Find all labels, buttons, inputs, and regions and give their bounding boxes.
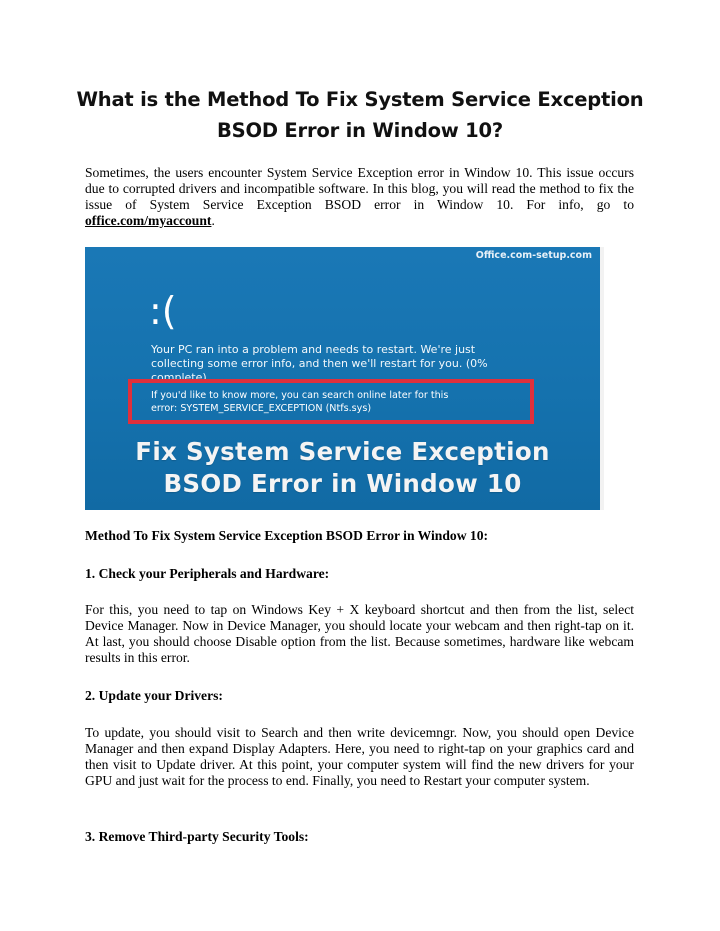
step1-heading: 1. Check your Peripherals and Hardware:	[85, 566, 330, 581]
sad-face-icon: :(	[149, 289, 177, 333]
bsod-error-message	[151, 389, 531, 415]
step3-heading: 3. Remove Third-party Security Tools:	[85, 829, 309, 844]
title-line-2: BSOD Error in Window 10?	[216, 119, 504, 142]
title-line-1: What is the Method To Fix System Service Exception	[76, 88, 644, 111]
page-title	[60, 84, 660, 146]
image-edge	[600, 247, 604, 510]
office-account-link[interactable]: office.com/myaccount	[85, 213, 212, 228]
method-heading: Method To Fix System Service Exception BSOD Error in Window 10:	[85, 528, 489, 543]
step2-heading: 2. Update your Drivers:	[85, 688, 223, 703]
image-watermark: Office.com-setup.com	[475, 250, 592, 261]
banner-line-2: BSOD Error in Window 10	[163, 469, 522, 498]
intro-text: Sometimes, the users encounter System Service Exception error in Window 10. This issue occurs due to corrupted drivers and incompatible software. In this blog, you will read the method to fix the issue of System Service Exception BSOD error in Window 10. For info, go to	[85, 165, 634, 212]
step1-paragraph: For this, you need to tap on Windows Key + X keyboard shortcut and then from the list, select Device Manager. Now in Device Manager, you should locate your webcam and then right-tap on it. At last, you should choose Disable option from the list. Because sometimes, hardware like webcam results in this error.	[85, 602, 634, 665]
intro-end: .	[211, 213, 215, 228]
bsod-message: Your PC ran into a problem and needs to restart. We're just collecting some error info, and then we'll restart for you. (0% complete)	[151, 343, 488, 384]
error-line-1: If you'd like to know more, you can search online later for this	[151, 390, 449, 401]
step2-paragraph: To update, you should visit to Search and then write devicemngr. Now, you should open Device Manager and then expand Display Adapters. Here, you need to right-tap on your graphics card and then visit to Update driver. At this point, your computer system will find the new drivers for your GPU and just wait for the process to end. Finally, you need to Restart your computer system.	[85, 725, 634, 788]
intro-paragraph	[85, 165, 634, 229]
error-line-2: error: SYSTEM_SERVICE_EXCEPTION (Ntfs.sys)	[151, 403, 372, 414]
banner-line-1: Fix System Service Exception	[135, 437, 550, 466]
bsod-screenshot-image	[85, 247, 604, 510]
